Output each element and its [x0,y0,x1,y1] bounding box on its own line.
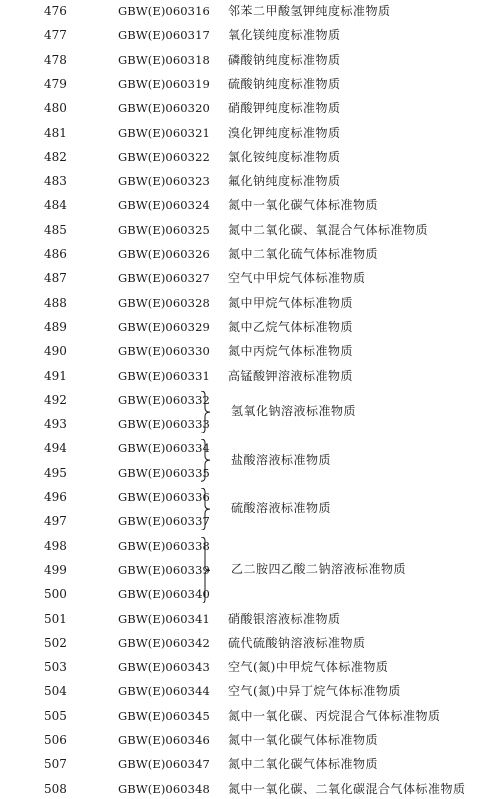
group-brace [200,439,214,481]
group-name: 乙二胺四乙酸二钠溶液标准物质 [231,561,407,576]
row-code: GBW(E)060331 [118,368,210,383]
row-number: 491 [44,368,67,383]
row-name: 空气中甲烷气体标准物质 [228,271,366,286]
row-number: 495 [44,465,67,480]
group-name: 盐酸溶液标准物质 [231,452,332,467]
row-code: GBW(E)060342 [118,635,210,650]
row-code: GBW(E)060348 [118,781,210,796]
row-number: 480 [44,101,67,116]
row-number: 502 [44,635,67,650]
row-code: GBW(E)060336 [118,490,210,504]
group-name: 硫酸溶液标准物质 [231,501,332,516]
row-code: GBW(E)060317 [118,28,210,43]
row-code: GBW(E)060337 [118,514,210,529]
row-name: 氧化镁纯度标准物质 [228,28,341,43]
row-number: 497 [44,514,67,529]
row-code: GBW(E)060326 [118,247,210,261]
row-code: GBW(E)060323 [118,174,210,189]
row-name: 邻苯二甲酸氢钾纯度标准物质 [228,4,391,18]
row-number: 499 [44,562,67,577]
group-name: 氢氧化钠溶液标准物质 [231,403,357,418]
row-code: GBW(E)060346 [118,733,210,747]
row-number: 485 [44,222,67,237]
row-number: 478 [44,52,67,67]
row-number: 506 [44,733,67,747]
row-code: GBW(E)060327 [118,271,210,286]
row-name: 高锰酸钾溶液标准物质 [228,368,354,383]
row-code: GBW(E)060334 [118,441,210,456]
row-code: GBW(E)060332 [118,392,210,407]
row-code: GBW(E)060333 [118,417,210,432]
row-code: GBW(E)060335 [118,465,210,480]
row-code: GBW(E)060328 [118,295,210,310]
row-name: 氮中一氧化碳、丙烷混合气体标准物质 [228,708,441,723]
group-brace [200,488,214,530]
row-number: 500 [44,587,67,602]
row-code: GBW(E)060341 [118,611,210,626]
row-code: GBW(E)060325 [118,222,210,237]
row-number: 494 [44,441,67,456]
row-name: 氮中一氧化碳、二氧化碳混合气体标准物质 [228,781,466,796]
row-number: 479 [44,76,67,91]
row-code: GBW(E)060338 [118,538,210,553]
row-number: 477 [44,28,67,43]
row-number: 501 [44,611,67,626]
row-name: 空气(氮)中甲烷气体标准物质 [228,660,389,675]
row-number: 484 [44,198,67,213]
row-name: 氮中一氧化碳气体标准物质 [228,733,379,747]
row-number: 486 [44,247,67,261]
row-code: GBW(E)060345 [118,708,210,723]
row-name: 硝酸银溶液标准物质 [228,611,341,626]
row-code: GBW(E)060339 [118,562,210,577]
row-name: 氯化铵纯度标准物质 [228,149,341,164]
row-number: 481 [44,125,67,140]
row-number: 504 [44,684,67,699]
row-number: 507 [44,757,67,772]
row-number: 492 [44,392,67,407]
row-name: 硫代硫酸钠溶液标准物质 [228,635,366,650]
row-code: GBW(E)060321 [118,125,210,140]
row-number: 503 [44,660,67,675]
row-number: 490 [44,344,67,359]
row-code: GBW(E)060344 [118,684,210,699]
row-name: 硫酸钠纯度标准物质 [228,76,341,91]
row-code: GBW(E)060340 [118,587,210,602]
group-brace [200,537,214,604]
row-name: 氮中丙烷气体标准物质 [228,344,354,359]
row-code: GBW(E)060329 [118,319,210,334]
row-number: 493 [44,417,67,432]
row-code: GBW(E)060347 [118,757,210,772]
group-brace [200,391,214,433]
row-code: GBW(E)060343 [118,660,210,675]
row-number: 508 [44,781,67,796]
row-number: 505 [44,708,67,723]
row-code: GBW(E)060320 [118,101,210,116]
row-number: 488 [44,295,67,310]
row-number: 498 [44,538,67,553]
row-name: 溴化钾纯度标准物质 [228,125,341,140]
row-code: GBW(E)060322 [118,149,210,164]
row-number: 476 [44,4,67,18]
row-code: GBW(E)060319 [118,76,210,91]
row-name: 氮中二氧化碳、氧混合气体标准物质 [228,222,429,237]
row-number: 489 [44,319,67,334]
row-name: 氮中二氧化硫气体标准物质 [228,247,379,261]
row-number: 483 [44,174,67,189]
row-number: 482 [44,149,67,164]
row-number: 487 [44,271,67,286]
row-name: 空气(氮)中异丁烷气体标准物质 [228,684,401,699]
row-name: 氮中一氧化碳气体标准物质 [228,198,379,213]
row-code: GBW(E)060318 [118,52,210,67]
row-name: 氮中二氧化碳气体标准物质 [228,757,379,772]
row-name: 氟化钠纯度标准物质 [228,174,341,189]
row-name: 氮中甲烷气体标准物质 [228,295,354,310]
row-name: 磷酸钠纯度标准物质 [228,52,341,67]
row-code: GBW(E)060316 [118,4,210,18]
row-name: 硝酸钾纯度标准物质 [228,101,341,116]
row-code: GBW(E)060324 [118,198,210,213]
row-name: 氮中乙烷气体标准物质 [228,319,354,334]
row-code: GBW(E)060330 [118,344,210,359]
row-number: 496 [44,490,67,504]
